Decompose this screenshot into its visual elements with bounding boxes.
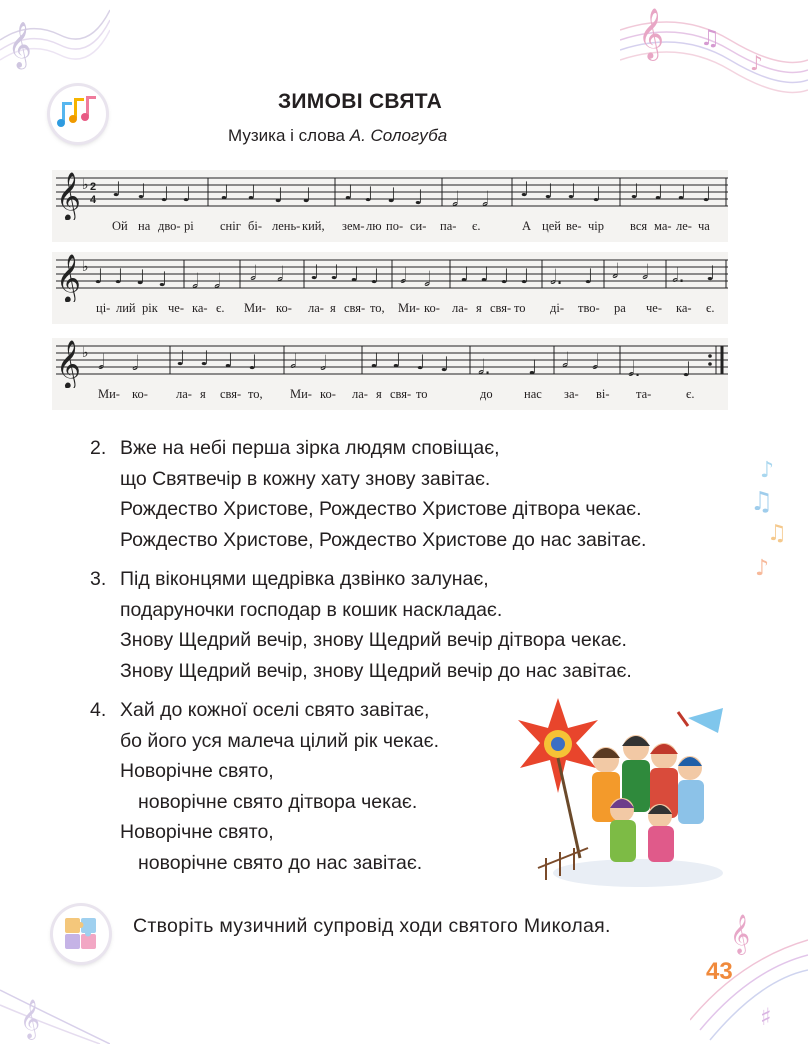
svg-text:♩: ♩ <box>584 264 594 288</box>
syllable: на <box>138 219 151 233</box>
verse-line: новорічне свято до нас завітає. <box>138 851 423 874</box>
svg-text:♭: ♭ <box>82 345 89 361</box>
svg-text:♫: ♫ <box>767 521 787 546</box>
svg-text:♩: ♩ <box>544 179 554 203</box>
puzzle-icon <box>53 906 109 962</box>
verse-line: бо його уся малеча цілий рік чекає. <box>120 729 440 752</box>
svg-text:𝄞: 𝄞 <box>638 8 665 59</box>
verse-line: Новорічне свято, <box>120 821 274 843</box>
svg-text:𝅗𝅥: 𝅗𝅥 <box>320 351 327 375</box>
svg-text:♩: ♩ <box>592 182 602 206</box>
svg-text:𝅗𝅥: 𝅗𝅥 <box>400 264 407 288</box>
svg-text:♩: ♩ <box>274 183 284 207</box>
syllable: ко- <box>424 301 440 315</box>
syllable: сніг <box>220 219 241 233</box>
verse-line: подаруночки господар в кошик наскладає. <box>120 598 503 621</box>
svg-text:♩: ♩ <box>158 267 168 291</box>
staff-notation-1 <box>52 170 728 220</box>
syllable: я <box>200 387 206 401</box>
staff-1-lyrics <box>52 219 728 237</box>
syllable: лю <box>366 219 382 233</box>
syllable: я <box>330 301 336 315</box>
svg-text:♪: ♪ <box>755 556 770 581</box>
syllable: рік <box>142 301 158 315</box>
syllable: та- <box>636 387 652 401</box>
svg-text:𝅗𝅥: 𝅗𝅥 <box>592 350 599 374</box>
syllable: ві- <box>596 387 610 401</box>
verse-line: новорічне свято дітвора чекає. <box>138 790 418 813</box>
svg-text:♩: ♩ <box>630 179 640 203</box>
syllable: ко- <box>320 387 336 401</box>
syllable: си- <box>410 219 427 233</box>
corner-music-decoration-top-left <box>0 0 110 80</box>
carolers-illustration <box>518 698 728 893</box>
syllable: свя- <box>344 301 366 315</box>
syllable: ка- <box>676 301 692 315</box>
verse-line: Знову Щедрий вечір, знову Щедрий вечір дітвора чекає. <box>120 629 627 651</box>
svg-text:♩: ♩ <box>136 265 146 289</box>
music-staff-2 <box>52 252 728 324</box>
music-staff-3 <box>52 338 728 410</box>
syllable: бі- <box>248 219 262 233</box>
svg-text:𝄞: 𝄞 <box>8 22 32 68</box>
syllable: ма- <box>654 219 672 233</box>
svg-text:𝄞: 𝄞 <box>20 999 41 1039</box>
syllable: ла- <box>452 301 468 315</box>
syllable: ко- <box>132 387 148 401</box>
svg-text:𝅗𝅥: 𝅗𝅥 <box>250 261 257 285</box>
verse-line: Знову Щедрий вечір, знову Щедрий вечір до нас завітає. <box>120 659 632 682</box>
svg-text:♪: ♪ <box>760 458 775 483</box>
syllable: А <box>522 219 532 233</box>
svg-text:♩: ♩ <box>224 348 234 372</box>
svg-text:♩: ♩ <box>520 264 530 288</box>
song-title: ЗИМОВІ СВЯТА <box>277 90 443 113</box>
svg-text:♩: ♩ <box>247 180 257 204</box>
svg-text:𝅗𝅥: 𝅗𝅥 <box>277 262 284 286</box>
svg-text:♩: ♩ <box>392 348 402 372</box>
syllable: я <box>376 387 382 401</box>
verse-2 <box>90 433 646 555</box>
svg-text:𝅗𝅥: 𝅗𝅥 <box>98 350 105 374</box>
verse-number: 2. <box>90 437 107 459</box>
syllable: зем- <box>342 219 365 233</box>
syllable: є. <box>686 387 695 401</box>
svg-text:𝄞: 𝄞 <box>56 253 81 302</box>
syllable: ве- <box>566 219 582 233</box>
syllable: то <box>514 301 526 315</box>
svg-text:♩: ♩ <box>114 264 124 288</box>
svg-text:♩: ♩ <box>440 352 450 376</box>
svg-text:♩: ♩ <box>520 177 530 201</box>
svg-text:2: 2 <box>90 181 97 193</box>
syllable: кий, <box>302 219 325 233</box>
music-staff-1 <box>52 170 728 242</box>
svg-text:♩: ♩ <box>500 264 510 288</box>
svg-text:♩: ♩ <box>702 182 712 206</box>
verse-number: 3. <box>90 568 107 590</box>
syllable: за- <box>564 387 579 401</box>
side-notes-decoration <box>745 455 808 595</box>
svg-text:♩: ♩ <box>350 262 360 286</box>
syllable: ла- <box>352 387 368 401</box>
svg-text:♩: ♩ <box>200 346 210 370</box>
svg-text:𝅗𝅥.: 𝅗𝅥. <box>628 357 641 381</box>
svg-text:𝅗𝅥: 𝅗𝅥 <box>482 187 489 211</box>
svg-text:𝅗𝅥: 𝅗𝅥 <box>424 267 431 291</box>
svg-text:𝄞: 𝄞 <box>56 171 81 220</box>
syllable: Ми- <box>98 387 120 401</box>
svg-text:♩: ♩ <box>654 180 664 204</box>
svg-text:♩: ♩ <box>387 183 397 207</box>
syllable: є. <box>472 219 481 233</box>
syllable: Ми- <box>244 301 266 315</box>
svg-text:𝄞: 𝄞 <box>56 339 81 388</box>
syllable: ко- <box>276 301 292 315</box>
svg-text:♩: ♩ <box>528 355 538 379</box>
page-number: 43 <box>706 958 733 985</box>
svg-text:𝅗𝅥.: 𝅗𝅥. <box>550 265 563 289</box>
svg-text:♩: ♩ <box>182 182 192 206</box>
svg-text:♫: ♫ <box>750 487 774 517</box>
svg-text:𝅗𝅥: 𝅗𝅥 <box>612 259 619 283</box>
verse-line: Рождество Христове, Рождество Христове дітвора чекає. <box>120 498 642 520</box>
svg-text:♩: ♩ <box>176 346 186 370</box>
syllable: цей <box>542 219 561 233</box>
svg-text:𝅗𝅥: 𝅗𝅥 <box>452 187 459 211</box>
syllable: ла- <box>308 301 324 315</box>
children-group <box>592 708 723 862</box>
corner-music-decoration-bottom-left <box>0 960 110 1044</box>
svg-text:♩: ♩ <box>220 180 230 204</box>
syllable: нас <box>524 387 542 401</box>
staff-3-lyrics <box>52 387 728 405</box>
syllable: Ми- <box>398 301 420 315</box>
svg-text:𝅗𝅥: 𝅗𝅥 <box>290 349 297 373</box>
svg-text:♭: ♭ <box>82 259 89 275</box>
svg-text:4: 4 <box>90 194 97 206</box>
svg-text:♩: ♩ <box>137 179 147 203</box>
svg-text:𝅗𝅥: 𝅗𝅥 <box>642 260 649 284</box>
staff-2-lyrics <box>52 301 728 319</box>
svg-text:♩: ♩ <box>364 182 374 206</box>
syllable: ка- <box>192 301 208 315</box>
syllable: Ми- <box>290 387 312 401</box>
syllable: я <box>476 301 482 315</box>
svg-text:♩: ♩ <box>112 177 122 201</box>
verse-line: Під віконцями щедрівка дзвінко залунає, <box>120 568 489 590</box>
svg-text:♩: ♩ <box>302 183 312 207</box>
svg-text:♭: ♭ <box>82 177 89 193</box>
syllable: че- <box>168 301 184 315</box>
svg-text:𝅗𝅥: 𝅗𝅥 <box>132 351 139 375</box>
verse-3 <box>90 564 632 686</box>
svg-text:♩: ♩ <box>344 180 354 204</box>
svg-text:𝅗𝅥.: 𝅗𝅥. <box>672 263 685 287</box>
syllable: чір <box>588 219 605 233</box>
svg-text:𝅗𝅥: 𝅗𝅥 <box>214 269 221 293</box>
credits-prefix: Музика і слова <box>228 126 345 145</box>
svg-text:♯: ♯ <box>760 1003 772 1031</box>
syllable: вся <box>630 219 648 233</box>
syllable: свя- <box>490 301 512 315</box>
syllable: ла- <box>176 387 192 401</box>
svg-text:𝅗𝅥: 𝅗𝅥 <box>562 348 569 372</box>
syllable: то, <box>248 387 263 401</box>
svg-text:♩: ♩ <box>706 261 716 285</box>
svg-text:𝅗𝅥: 𝅗𝅥 <box>192 269 199 293</box>
svg-text:♩: ♩ <box>370 348 380 372</box>
verse-4 <box>90 695 439 878</box>
syllable: рі <box>184 219 194 233</box>
verse-line: що Святвечір в кожну хату знову завітає. <box>120 467 491 490</box>
verse-line: Рождество Христове, Рождество Христове до нас завітає. <box>120 528 647 551</box>
verse-line: Хай до кожної оселі свято завітає, <box>120 699 430 721</box>
syllable: до <box>480 387 493 401</box>
task-instruction: Створіть музичний супровід ходи святого Миколая. <box>133 915 611 937</box>
staff-notation-2 <box>52 252 728 302</box>
svg-text:♩: ♩ <box>94 264 104 288</box>
syllable: ді- <box>550 301 564 315</box>
syllable: то <box>416 387 428 401</box>
syllable: то, <box>370 301 385 315</box>
syllable: лий <box>116 301 136 315</box>
svg-text:♩: ♩ <box>370 264 380 288</box>
syllable: ці- <box>96 301 111 315</box>
syllable: є. <box>706 301 715 315</box>
svg-text:♩: ♩ <box>460 262 470 286</box>
svg-text:♩: ♩ <box>682 357 692 381</box>
song-credits <box>228 126 447 146</box>
svg-text:𝄞: 𝄞 <box>730 914 751 954</box>
svg-text:♩: ♩ <box>160 182 170 206</box>
svg-text:♩: ♩ <box>330 260 340 284</box>
staff-notation-3 <box>52 338 728 388</box>
syllable: лень- <box>272 219 301 233</box>
syllable: є. <box>216 301 225 315</box>
svg-text:♩: ♩ <box>567 179 577 203</box>
verse-line: Вже на небі перша зірка людям сповіщає, <box>120 437 500 459</box>
syllable: ле- <box>676 219 692 233</box>
svg-text:♩: ♩ <box>414 185 424 209</box>
syllable: свя- <box>390 387 412 401</box>
verse-number: 4. <box>90 699 107 721</box>
syllable: че- <box>646 301 662 315</box>
syllable: свя- <box>220 387 242 401</box>
svg-text:♪: ♪ <box>750 51 763 75</box>
syllable: ра <box>614 301 626 315</box>
svg-text:♫: ♫ <box>700 26 720 51</box>
svg-text:♩: ♩ <box>310 260 320 284</box>
svg-text:♩: ♩ <box>677 180 687 204</box>
verse-line: Новорічне свято, <box>120 760 274 782</box>
syllable: тво- <box>578 301 600 315</box>
syllable: па- <box>440 219 457 233</box>
star-icon <box>518 698 598 858</box>
svg-text:♩: ♩ <box>480 262 490 286</box>
syllable: Ой <box>112 219 128 233</box>
syllable: ча <box>698 219 710 233</box>
syllable: по- <box>386 219 404 233</box>
credits-author: А. Сологуба <box>349 126 448 145</box>
svg-text:𝅗𝅥.: 𝅗𝅥. <box>478 355 491 379</box>
syllable: дво- <box>158 219 181 233</box>
svg-text:♩: ♩ <box>416 350 426 374</box>
svg-text:♩: ♩ <box>248 350 258 374</box>
